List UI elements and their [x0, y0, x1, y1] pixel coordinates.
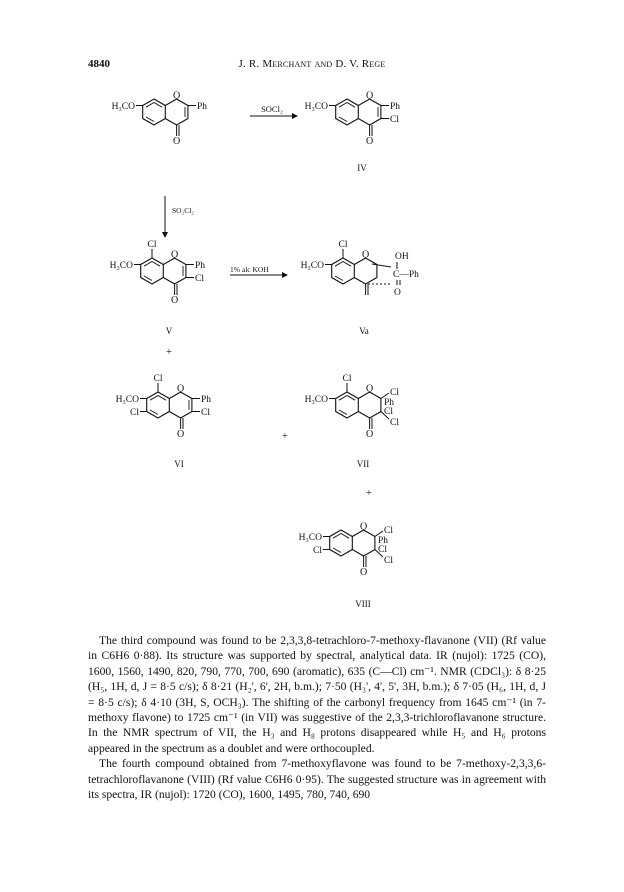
chloro-label: Cl [130, 408, 139, 418]
carbonyl-oxygen-label: O [176, 429, 185, 440]
chloro-label: Cl [313, 546, 322, 556]
plus-sign: + [282, 431, 288, 442]
carbonyl-oxygen-label: O [394, 288, 401, 298]
reagent-so2cl2: SO₂Cl₂ [172, 206, 194, 215]
running-head: J. R. Merchant and D. V. Rege [238, 58, 386, 70]
hydroxyl-label: OH [395, 252, 409, 262]
chloro-label: Cl [342, 374, 352, 384]
chloro-label: Cl [338, 240, 348, 250]
page-number: 4840 [88, 58, 110, 70]
phenyl-label: Ph [378, 536, 389, 546]
methoxy-label: H₃CO [304, 395, 328, 405]
methoxy-label: H₃CO [300, 261, 324, 271]
ring-oxygen-label: O [361, 249, 370, 261]
carbonyl-oxygen-label: O [365, 136, 374, 147]
phenyl-label: Ph [390, 102, 401, 112]
chloro-label: Cl [384, 407, 393, 417]
ring-oxygen-label: O [359, 521, 368, 533]
chloro-label: Cl [390, 388, 399, 398]
methoxy-label: H₃CO [115, 395, 139, 405]
chloro-label: Cl [147, 240, 157, 250]
alpha-carbon-phenyl-label: C—Ph [393, 270, 419, 280]
paragraph-compound-VII: The third compound was found to be 2,3,3,8-tetrachloro-7-methoxy-flavanone (VII) (Rf value in C6H6 0·88). Its structure was supported by spectral, analytical data. IR (nujol): 1725 (CO), 1600, 1560, 1490, 820, 790, 770, 700, 690 (aromatic), 635 (C—Cl) cm⁻¹. NMR (CDCl₃): δ 8·25 (H₅, 1H, d, J = 8·5 c/s); δ 8·21 (H₂', 6', 2H, b.m.); 7·50 (H₃', 4', 5', 3H, b.m.); δ 7·05 (H₆, 1H, d, J = 8·5 c/s); δ 4·10 (3H, S, OCH₃). The shifting of the carbonyl frequency from 1645 cm⁻¹ (in 7-methoxy flavone) to 1725 cm⁻¹ (in VII) was suggestive of the 2,3,3-trichloroflavanone structure. In the NMR spectrum of VII, the H₃ and H₈ protons disappeared while H₅ and H₆ protons appeared in the spectrum as a doublet and were orthocoupled. [88, 634, 546, 755]
ring-oxygen-label: O [365, 90, 374, 102]
compound-label-Va: Va [359, 326, 369, 336]
carbonyl-oxygen-label: O [170, 295, 179, 306]
structure-V [110, 240, 206, 306]
methoxy-label: H₃CO [304, 102, 328, 112]
carbonyl-oxygen-label: O [172, 136, 181, 147]
paragraph-compound-VIII: The fourth compound obtained from 7-methoxyflavone was found to be 7-methoxy-2,3,3,6-tetrachloroflavanone (VIII) (Rf value C6H6 0·95). The suggested structure was in agreement with its spectra, IR (nujol): 1720 (CO), 1600, 1495, 780, 740, 690 [88, 757, 546, 802]
chloro-label: Cl [384, 556, 393, 566]
reagent-alc-koh: 1% alc KOH [230, 265, 269, 274]
structure-VII [305, 374, 400, 440]
structure-7-methoxyflavone [112, 91, 208, 148]
plus-sign: + [366, 488, 372, 499]
methoxy-label: H₃CO [109, 261, 133, 271]
compound-label-V: V [165, 326, 173, 336]
compound-label-VIII: VIII [355, 599, 371, 609]
carbonyl-oxygen-label: O [359, 567, 368, 578]
compound-label-VI: VI [174, 459, 184, 469]
chloro-label: Cl [390, 418, 399, 428]
methoxy-label: H₃CO [298, 533, 322, 543]
phenyl-label: Ph [195, 261, 206, 271]
chloro-label: Cl [390, 115, 399, 125]
ring-oxygen-label: O [170, 249, 179, 261]
phenyl-label: Ph [201, 395, 212, 405]
compound-label-VII: VII [356, 459, 370, 469]
chloro-label: Cl [153, 374, 163, 384]
body-text [88, 633, 546, 802]
chloro-label: Cl [384, 526, 393, 536]
phenyl-label: Ph [197, 102, 208, 112]
compound-label-IV: IV [357, 163, 367, 173]
structure-IV [305, 91, 401, 148]
structure-Va [301, 240, 419, 298]
methoxy-label: H₃CO [111, 102, 135, 112]
plus-sign: + [166, 347, 172, 358]
chloro-label: Cl [201, 408, 210, 418]
ring-oxygen-label: O [365, 383, 374, 395]
ring-oxygen-label: O [172, 90, 181, 102]
structure-VIII [299, 522, 394, 579]
ring-oxygen-label: O [176, 383, 185, 395]
chloro-label: Cl [378, 545, 387, 555]
phenyl-label: Ph [384, 398, 395, 408]
carbonyl-oxygen-label: O [365, 429, 374, 440]
chloro-label: Cl [195, 274, 204, 284]
structure-VI [116, 374, 212, 440]
reagent-socl2: SOCl₂ [261, 104, 283, 114]
